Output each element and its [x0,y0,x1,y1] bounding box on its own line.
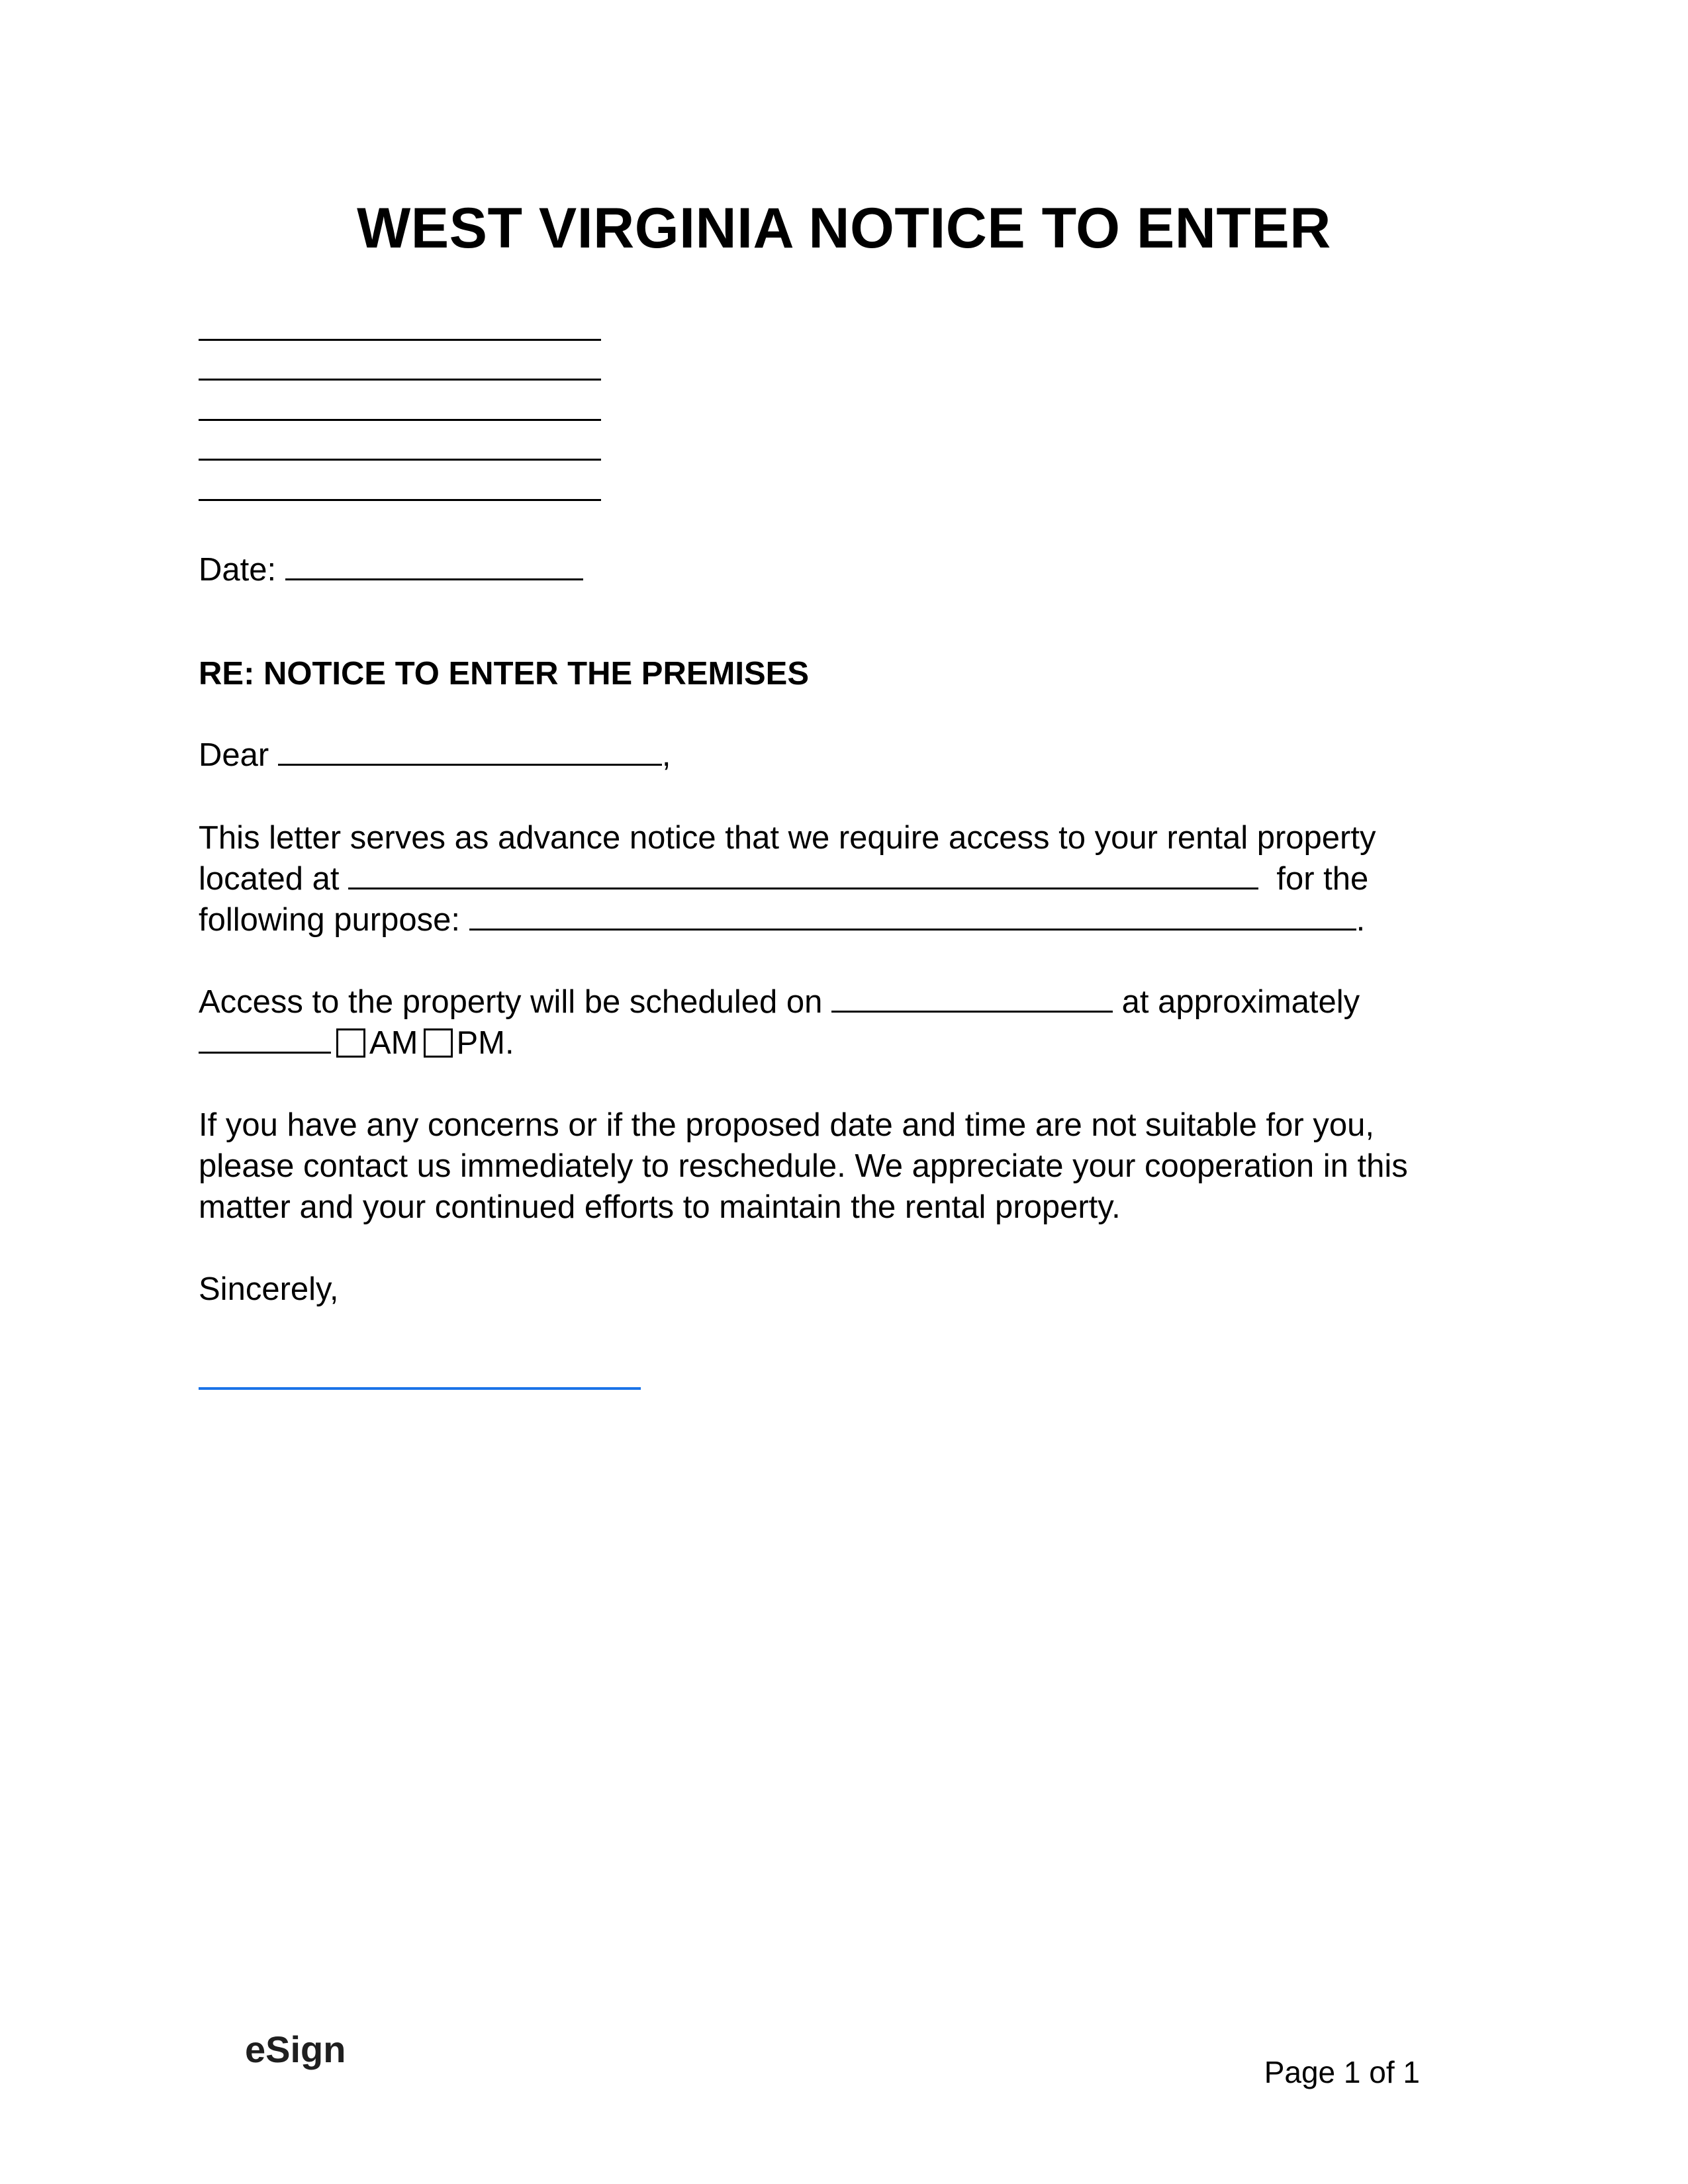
located-at-label: located at [199,861,340,897]
am-checkbox[interactable] [336,1028,365,1058]
address-line-4[interactable] [199,459,601,461]
salutation-comma: , [661,737,671,773]
closing: Sincerely, [199,1271,339,1307]
para3-line3: matter and your continued efforts to maintain the rental property. [199,1189,1121,1225]
page-number: Page 1 of 1 [1264,2055,1420,2089]
signature-line[interactable] [199,1387,641,1390]
approximately-label: at approximately [1121,984,1360,1020]
scheduled-on-label: Access to the property will be scheduled on [199,984,823,1020]
para1-line1: This letter serves as advance notice that we require access to your rental property [199,820,1376,856]
date-field[interactable] [285,549,583,580]
para3-line2: please contact us immediately to reschedule. We appreciate your cooperation in this [199,1148,1408,1184]
para2-line1 [199,981,1360,1023]
date-row [199,549,583,590]
esign-logo: eSign [245,2028,346,2070]
para1-line2 [199,858,1368,899]
am-label: AM [369,1025,418,1061]
salutation-row [199,735,671,776]
salutation-label: Dear [199,737,269,773]
pm-label: PM. [456,1025,514,1061]
for-the-label: for the [1276,861,1369,897]
para3-line1: If you have any concerns or if the proposed date and time are not suitable for you, [199,1107,1374,1143]
address-line-3[interactable] [199,419,601,421]
access-date-field[interactable] [831,981,1113,1013]
address-line-5[interactable] [199,499,601,501]
pm-checkbox[interactable] [424,1028,453,1058]
property-address-field[interactable] [348,858,1258,889]
access-time-field[interactable] [199,1023,331,1054]
para1-line3 [199,899,1365,940]
purpose-period: . [1356,902,1366,938]
para2-line2 [199,1023,514,1064]
address-line-1[interactable] [199,339,601,341]
re-line: RE: NOTICE TO ENTER THE PREMISES [199,656,810,692]
purpose-label: following purpose: [199,902,460,938]
purpose-field[interactable] [469,899,1356,931]
recipient-name-field[interactable] [278,735,662,766]
date-label: Date: [199,552,277,588]
address-line-2[interactable] [199,379,601,381]
document-title: WEST VIRGINIA NOTICE TO ENTER [357,197,1331,260]
